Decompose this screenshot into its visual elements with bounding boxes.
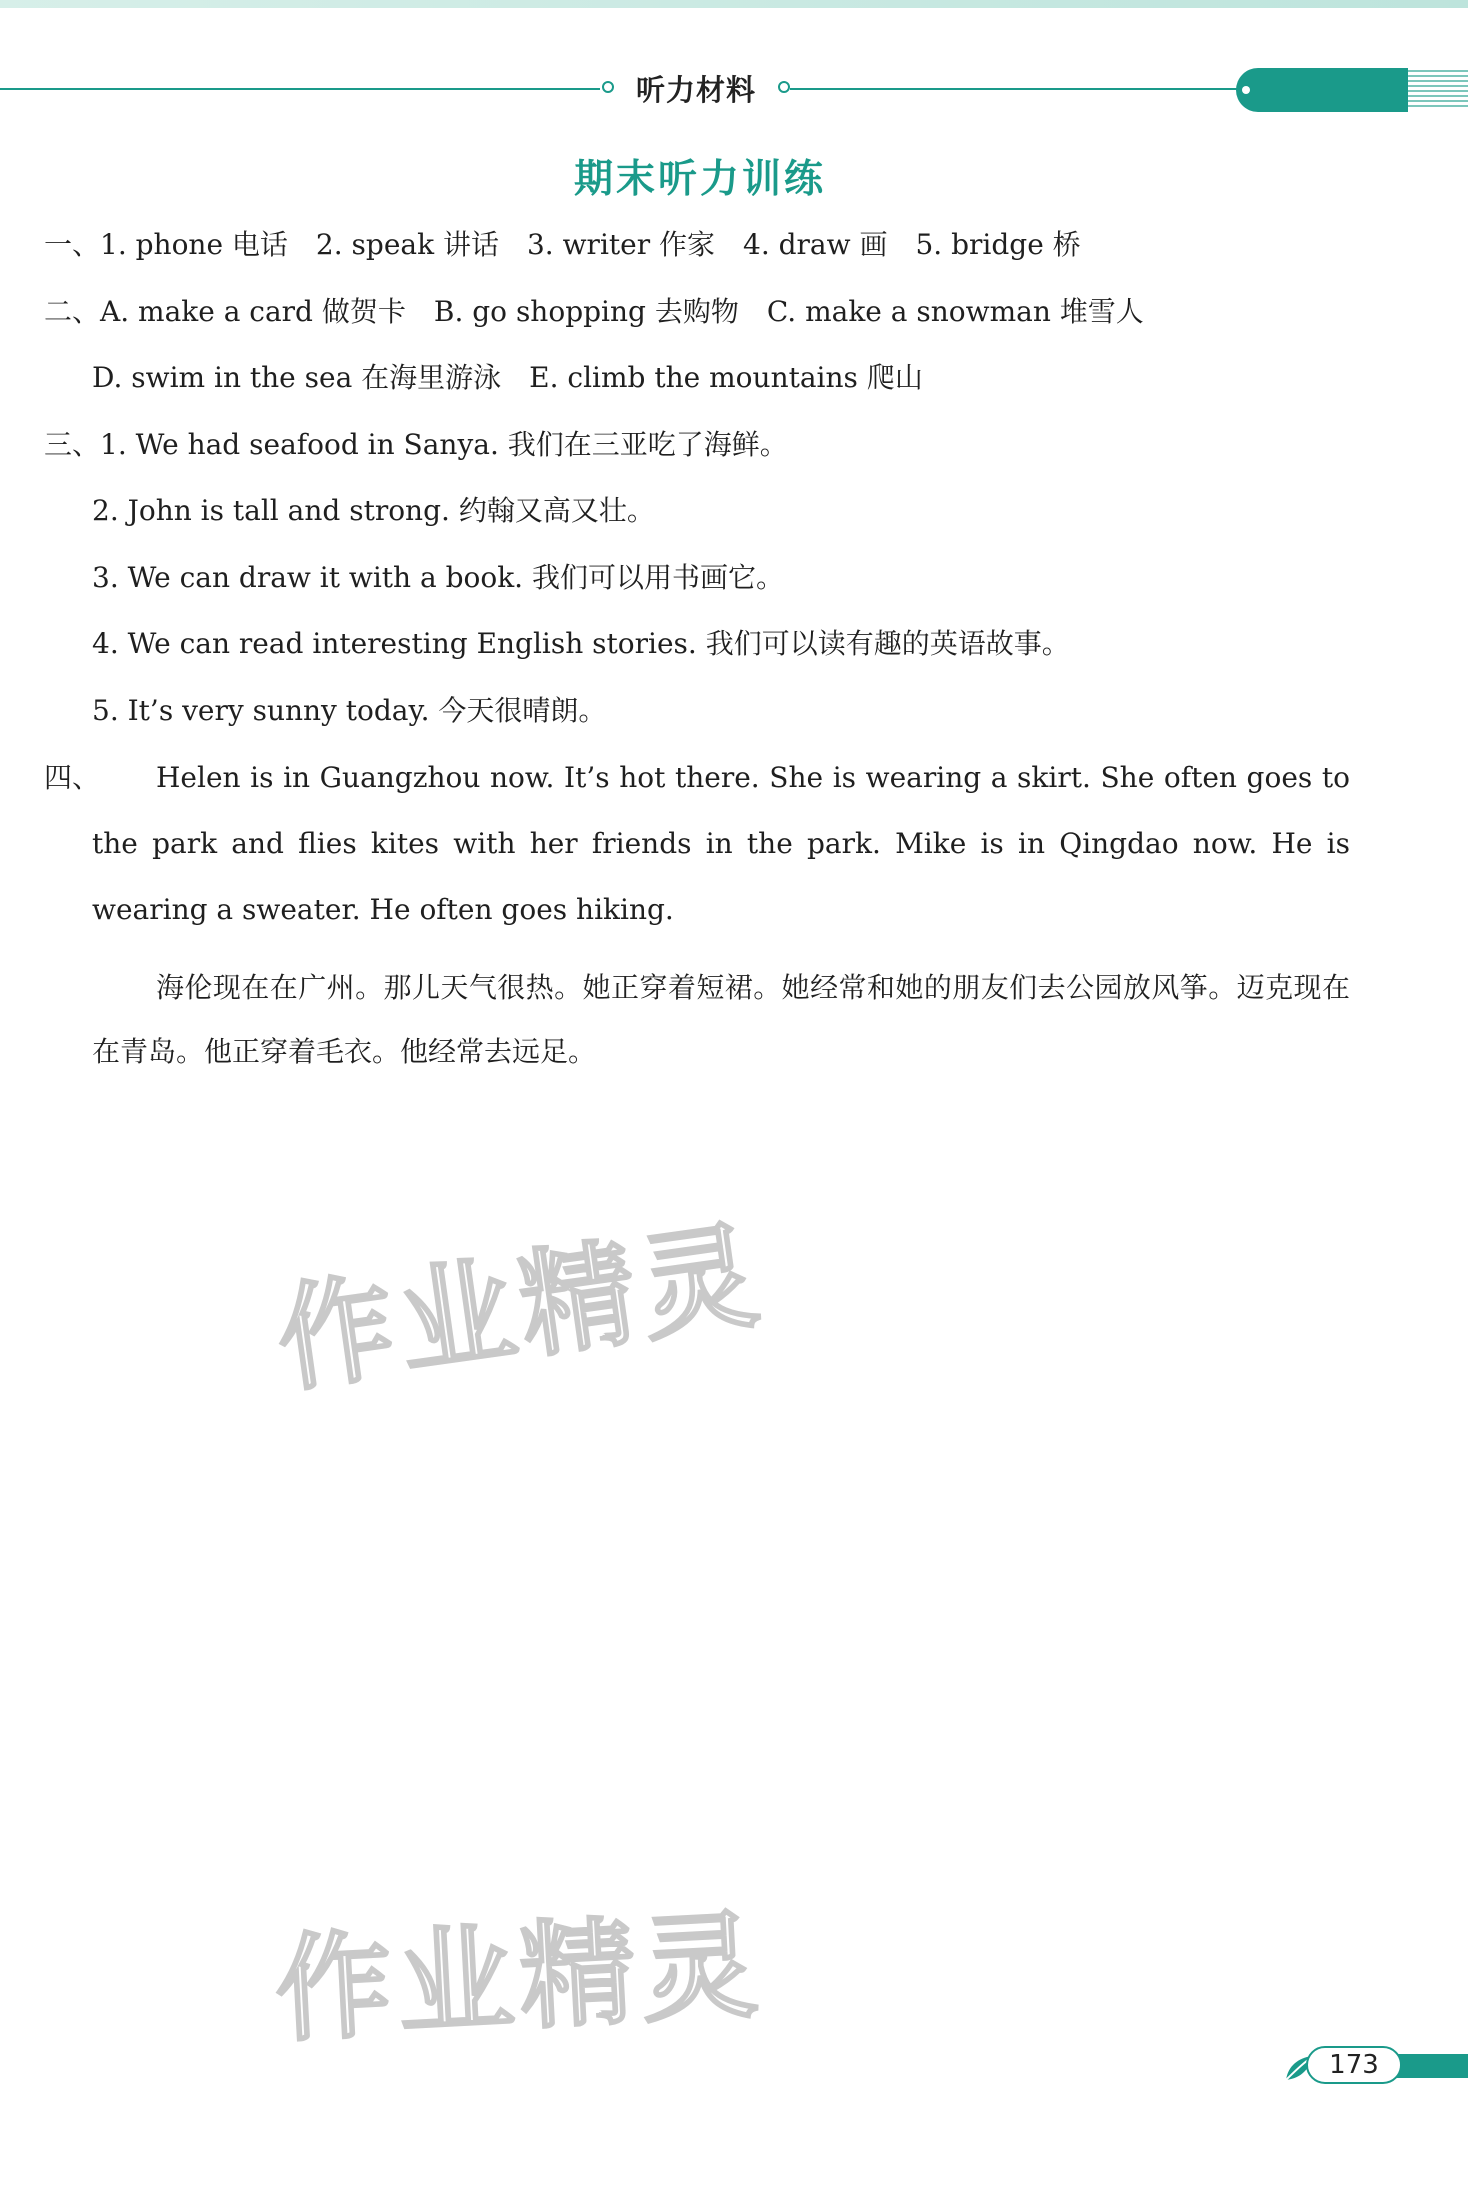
- header-section-title: 听力材料: [635, 73, 756, 107]
- section-two-line-2: D. swim in the sea 在海里游泳 E. climb the mountains 爬山: [92, 361, 923, 394]
- header-circle-left: [602, 81, 614, 93]
- page-number: 173: [1306, 2046, 1402, 2084]
- section-three-item-2: 2. John is tall and strong. 约翰又高又壮。: [92, 494, 655, 527]
- section-four-english-paragraph: Helen is in Guangzhou now. It’s hot there. She is wearing a skirt. She often goes to the park and flies kites with her friends in the park. Mike is in Qingdao now. He is wearing a sweater. He often goes hiking.: [92, 761, 1350, 926]
- header-rule-left: [0, 88, 600, 90]
- header-tab-dot: [1242, 86, 1250, 94]
- watermark-lower: 作业精灵: [272, 1898, 767, 2059]
- section-three-item-1: 三、1. We had seafood in Sanya. 我们在三亚吃了海鲜。: [44, 428, 788, 461]
- section-two-line-1: 二、A. make a card 做贺卡 B. go shopping 去购物 C. make a snowman 堆雪人: [44, 295, 1144, 328]
- watermark-upper: 作业精灵: [269, 1207, 772, 1410]
- page-header: [0, 0, 1468, 130]
- section-three-item-4: 4. We can read interesting English stories. 我们可以读有趣的英语故事。: [92, 627, 1070, 660]
- section-four-label: 四、: [44, 761, 101, 794]
- page-title: 期末听力训练: [573, 157, 826, 202]
- section-three-item-5: 5. It’s very sunny today. 今天很晴朗。: [92, 694, 607, 727]
- section-one-line: 一、1. phone 电话 2. speak 讲话 3. writer 作家 4. draw 画 5. bridge 桥: [44, 228, 1081, 261]
- header-circle-right: [778, 81, 790, 93]
- section-three-item-3: 3. We can draw it with a book. 我们可以用书画它。: [92, 561, 784, 594]
- page-number-bar: [1392, 2054, 1468, 2078]
- header-stripes: [1408, 70, 1468, 110]
- section-four-chinese-paragraph: 海伦现在在广州。那儿天气很热。她正穿着短裙。她经常和她的朋友们去公园放风筝。迈克现在在青岛。他正穿着毛衣。他经常去远足。: [92, 971, 1350, 1068]
- header-rule-right: [790, 88, 1250, 90]
- header-tab: [1236, 68, 1408, 112]
